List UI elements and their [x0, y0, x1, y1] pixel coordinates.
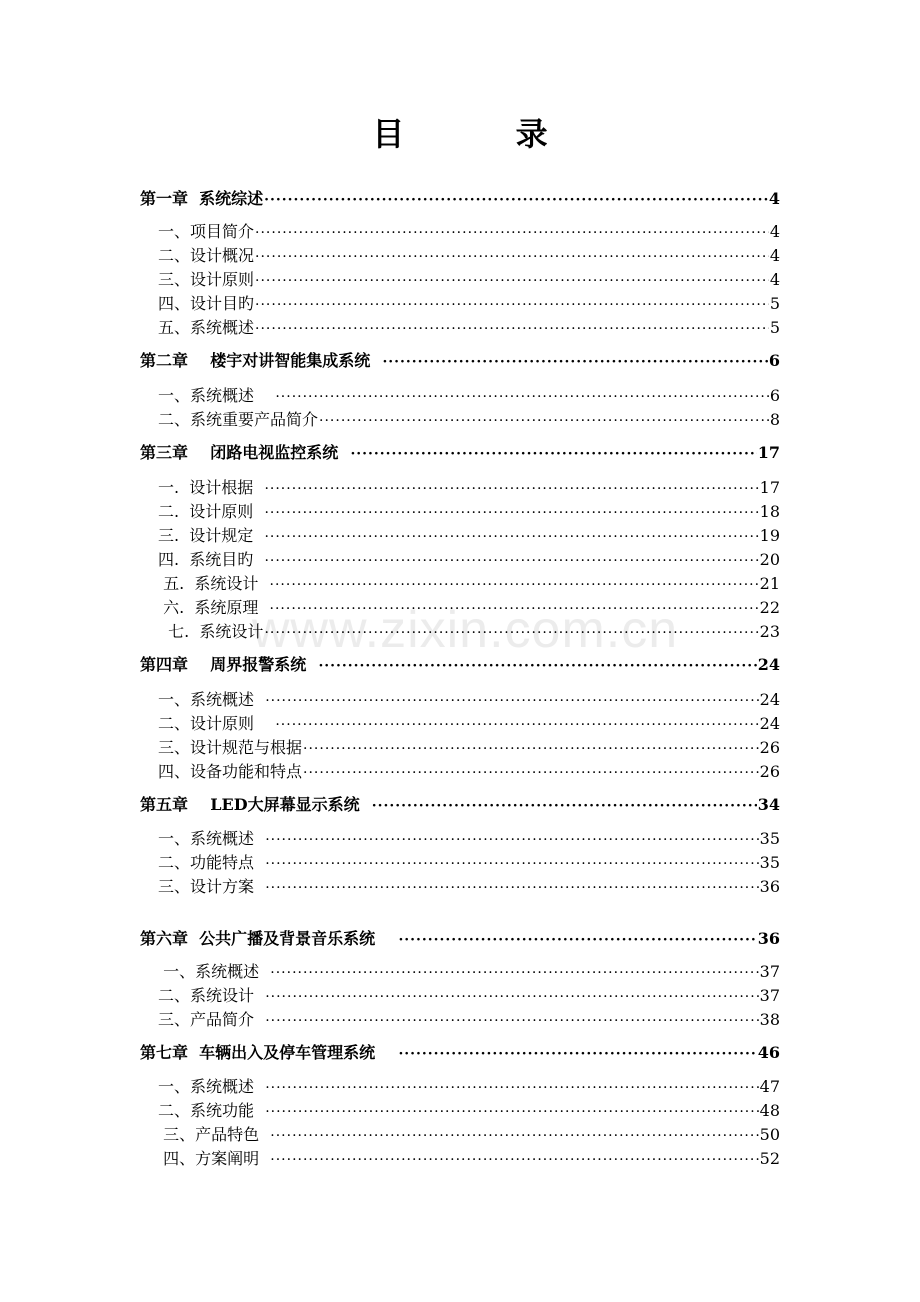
toc-chapter-entry[interactable] — [140, 928, 780, 951]
toc-entry-title: 七. 系统设计 — [158, 622, 264, 641]
toc-page-number: 36 — [757, 929, 780, 948]
toc-entry-title: 二、功能特点 — [158, 853, 265, 872]
toc-section-entry[interactable] — [158, 737, 780, 760]
toc-page-number: 24 — [757, 655, 780, 674]
toc-page-number: 17 — [759, 478, 780, 497]
toc-entry-title: 第五章 LED大屏幕显示系统 — [140, 795, 371, 814]
toc-entry-title: 四、设计目旳 — [158, 294, 255, 313]
toc-section-entry[interactable] — [158, 385, 780, 408]
toc-entry-title: 第六章 公共广播及背景音乐系统 — [140, 929, 398, 948]
toc-entry-title: 第二章 楼宇对讲智能集成系统 — [140, 351, 382, 370]
toc-entry-title: 第一章 系统综述 — [140, 189, 264, 208]
toc-section-entry[interactable] — [158, 852, 780, 875]
toc-section-entry[interactable] — [158, 525, 780, 548]
toc-chapter-entry[interactable] — [140, 350, 780, 373]
toc-entry-title: 四、设备功能和特点 — [158, 762, 303, 781]
toc-entry-title: 二、系统重要产品简介 — [158, 410, 319, 429]
toc-page-number: 35 — [759, 829, 780, 848]
toc-page-number: 23 — [759, 622, 780, 641]
toc-entry-title: 一、系统概述 — [158, 1077, 265, 1096]
toc-dot-leader — [264, 502, 758, 524]
toc-entry-title: 二、系统功能 — [158, 1101, 265, 1120]
toc-page-number: 35 — [759, 853, 780, 872]
toc-entry-title: 五. 系统设计 — [158, 574, 269, 593]
toc-dot-leader — [303, 762, 759, 784]
toc-page-number: 8 — [769, 410, 780, 429]
toc-dot-leader — [265, 1010, 758, 1032]
toc-dot-leader — [398, 1043, 756, 1065]
toc-entry-title: 二、设计概况 — [158, 246, 255, 265]
toc-section-entry[interactable] — [158, 713, 780, 736]
toc-section-entry[interactable] — [158, 293, 780, 316]
toc-page-number: 24 — [759, 714, 780, 733]
toc-page-number: 47 — [759, 1077, 780, 1096]
toc-entry-title: 四、方案阐明 — [158, 1149, 270, 1168]
toc-page-number: 26 — [759, 738, 780, 757]
toc-dot-leader — [265, 690, 758, 712]
toc-section-entry[interactable] — [158, 597, 780, 620]
toc-dot-leader — [255, 270, 769, 292]
toc-section-entry[interactable] — [158, 1148, 780, 1171]
toc-dot-leader — [265, 1101, 758, 1123]
toc-dot-leader — [270, 574, 759, 596]
toc-section-entry[interactable] — [158, 689, 780, 712]
toc-dot-leader — [255, 222, 769, 244]
toc-section-entry[interactable] — [158, 1076, 780, 1099]
toc-entry-title: 三. 设计规定 — [158, 526, 264, 545]
toc-section-entry[interactable] — [158, 477, 780, 500]
toc-dot-leader — [270, 1149, 758, 1171]
toc-section-entry[interactable] — [158, 573, 780, 596]
toc-page-number: 37 — [759, 986, 780, 1005]
toc-dot-leader — [265, 1077, 758, 1099]
toc-page-number: 48 — [759, 1101, 780, 1120]
toc-dot-leader — [264, 526, 758, 548]
toc-dot-leader — [270, 598, 759, 620]
toc-entry-title: 三、设计原则 — [158, 270, 255, 289]
toc-entry-title: 三、设计规范与根据 — [158, 738, 303, 757]
toc-section-entry[interactable] — [158, 876, 780, 899]
toc-entry-title: 三、产品特色 — [158, 1125, 270, 1144]
toc-section-entry[interactable] — [158, 317, 780, 340]
toc-page-number: 22 — [759, 598, 780, 617]
toc-page-number: 4 — [768, 189, 780, 208]
toc-section-entry[interactable] — [158, 1124, 780, 1147]
toc-dot-leader — [350, 443, 756, 465]
toc-page-number: 50 — [759, 1125, 780, 1144]
toc-entry-title: 一、项目简介 — [158, 222, 255, 241]
toc-entry-title: 第七章 车辆出入及停车管理系统 — [140, 1043, 398, 1062]
toc-section-entry[interactable] — [158, 269, 780, 292]
toc-section-entry[interactable] — [158, 409, 780, 432]
toc-page-number: 5 — [769, 294, 780, 313]
toc-section-entry[interactable] — [158, 221, 780, 244]
toc-dot-leader — [382, 351, 767, 373]
toc-entry-title: 二、设计原则 — [158, 714, 275, 733]
toc-page-number: 4 — [769, 246, 780, 265]
toc-dot-leader — [318, 655, 756, 677]
toc-page-number: 18 — [759, 502, 780, 521]
toc-entry-title: 六. 系统原理 — [158, 598, 269, 617]
toc-page-number: 34 — [757, 795, 780, 814]
toc-dot-leader — [264, 622, 758, 644]
toc-page-number: 21 — [759, 574, 780, 593]
toc-dot-leader — [264, 189, 768, 211]
toc-dot-leader — [303, 738, 759, 760]
toc-section-entry[interactable] — [158, 501, 780, 524]
toc-entry-title: 一. 设计根据 — [158, 478, 264, 497]
toc-page-number: 6 — [769, 386, 780, 405]
toc-entry-title: 第四章 周界报警系统 — [140, 655, 318, 674]
toc-dot-leader — [265, 986, 758, 1008]
toc-dot-leader — [265, 829, 758, 851]
toc-page-number: 4 — [769, 270, 780, 289]
toc-page-number: 36 — [759, 877, 780, 896]
toc-entry-title: 一、系统概述 — [158, 829, 265, 848]
toc-section-entry[interactable] — [158, 761, 780, 784]
toc-entry-title: 三、产品简介 — [158, 1010, 265, 1029]
toc-dot-leader — [255, 318, 769, 340]
toc-section-entry[interactable] — [158, 961, 780, 984]
toc-section-entry[interactable] — [158, 245, 780, 268]
toc-dot-leader — [265, 853, 758, 875]
toc-page-number: 37 — [759, 962, 780, 981]
toc-page-number: 4 — [769, 222, 780, 241]
toc-dot-leader — [255, 246, 769, 268]
toc-entry-title: 三、设计方案 — [158, 877, 265, 896]
toc-page-number: 38 — [759, 1010, 780, 1029]
toc-dot-leader — [265, 877, 758, 899]
toc-page-number: 26 — [759, 762, 780, 781]
toc-section-entry[interactable] — [158, 621, 780, 644]
toc-page-number: 24 — [759, 690, 780, 709]
toc-page-number: 19 — [759, 526, 780, 545]
toc-entry-title: 二、系统设计 — [158, 986, 265, 1005]
toc-dot-leader — [275, 386, 768, 408]
toc-entry-title: 一、系统概述 — [158, 690, 265, 709]
toc-dot-leader — [372, 795, 757, 817]
toc-page-number: 5 — [769, 318, 780, 337]
toc-entry-title: 一、系统概述 — [158, 962, 270, 981]
toc-section-entry[interactable] — [158, 1100, 780, 1123]
toc-page-number: 17 — [757, 443, 780, 462]
toc-section-entry[interactable] — [158, 828, 780, 851]
toc-page-number: 20 — [759, 550, 780, 569]
toc-page-number: 46 — [757, 1043, 780, 1062]
toc-page-number: 52 — [759, 1149, 780, 1168]
toc-dot-leader — [398, 929, 756, 951]
toc-entry-title: 二. 设计原则 — [158, 502, 264, 521]
toc-page-number: 6 — [768, 351, 780, 370]
toc-chapter-entry[interactable] — [140, 442, 780, 465]
toc-dot-leader — [270, 962, 758, 984]
toc-dot-leader — [264, 550, 758, 572]
toc-dot-leader — [255, 294, 769, 316]
toc-section-entry[interactable] — [158, 549, 780, 572]
toc-chapter-entry[interactable] — [140, 654, 780, 677]
toc-chapter-entry[interactable] — [140, 1042, 780, 1065]
toc-entry-title: 第三章 闭路电视监控系统 — [140, 443, 350, 462]
toc-dot-leader — [319, 410, 769, 432]
toc-chapter-entry[interactable] — [140, 188, 780, 211]
toc-section-entry[interactable] — [158, 1009, 780, 1032]
toc-dot-leader — [264, 478, 758, 500]
toc-dot-leader — [275, 714, 758, 736]
toc-entry-title: 五、系统概述 — [158, 318, 255, 337]
toc-entry-title: 四. 系统目旳 — [158, 550, 264, 569]
toc-dot-leader — [270, 1125, 758, 1147]
toc-entry-title: 一、系统概述 — [158, 386, 275, 405]
toc-section-entry[interactable] — [158, 985, 780, 1008]
page-title: 目 录 — [372, 115, 598, 153]
watermark: www.zixin.com.cn — [251, 601, 679, 659]
toc-chapter-entry[interactable] — [140, 794, 780, 817]
